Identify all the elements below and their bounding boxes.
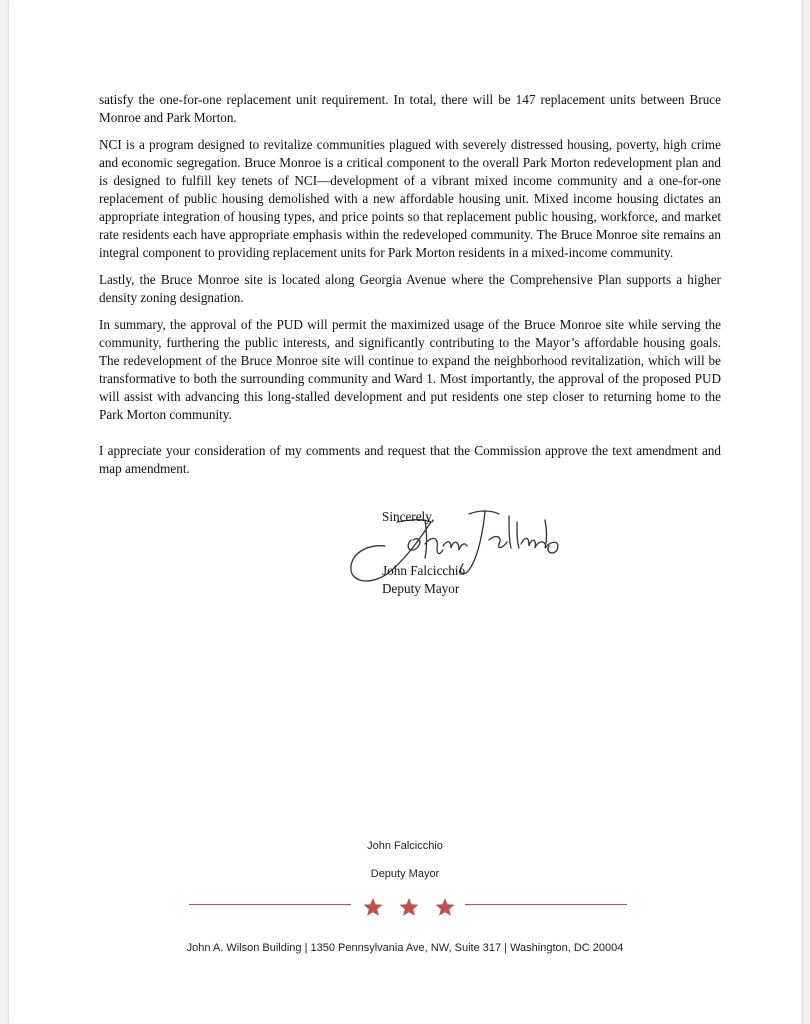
footer-rule-left xyxy=(189,904,351,905)
footer-name: John Falcicchio xyxy=(367,840,443,852)
closing-salutation: Sincerely, xyxy=(382,509,435,524)
paragraph-1: satisfy the one-for-one replacement unit requirement. In total, there will be 147 replacement units between Bruce Monroe and Park Morton. xyxy=(99,92,721,125)
paragraph-3: Lastly, the Bruce Monroe site is located along Georgia Avenue where the Comprehensive Plan supports a higher density zoning designation. xyxy=(99,272,721,305)
paragraph-4: In summary, the approval of the PUD will permit the maximized usage of the Bruce Monroe site while serving the community, furthering the public interests, and significantly contributing to the Mayor’s affordable housing goals. The redevelopment of the Bruce Monroe site will continue to expand the neighborhood revitalization, which will be transformative to both the surrounding community and Ward 1. Most importantly, the approval of the proposed PUD will assist with advancing this long-stalled development and put residents one step closer to returning home to the Park Morton community. xyxy=(99,317,721,422)
footer-rule-right xyxy=(465,904,627,905)
signer-title: Deputy Mayor xyxy=(382,581,460,596)
footer-title: Deputy Mayor xyxy=(370,868,440,880)
letter-body xyxy=(99,91,721,487)
star-icon xyxy=(436,898,455,916)
star-icon xyxy=(364,898,383,916)
closing-block xyxy=(382,508,465,598)
paragraph-5: I appreciate your consideration of my comments and request that the Commission approve the text amendment and map amendment. xyxy=(99,443,721,476)
footer-stars xyxy=(359,895,459,917)
signer-name: John Falcicchio xyxy=(382,563,466,578)
paragraph-2: NCI is a program designed to revitalize communities plagued with severely distressed housing, poverty, high crime and economic segregation. Bruce Monroe is a critical component to the overall Park Morton redevelopment plan and is designed to fulfill key tenets of NCI—development of a vibrant mixed income community and a one-for-one replacement of public housing demolished with a new affordable housing unit. Mixed income housing dictates an appropriate integration of housing types, and price points so that replacement public housing, workforce, and market rate residents each have appropriate emphasis within the redeveloped community. The Bruce Monroe site remains an integral component to providing replacement units for Park Morton residents in a mixed-income community. xyxy=(99,137,721,260)
star-icon xyxy=(400,898,419,916)
letter-page xyxy=(9,0,801,1024)
footer-address: John A. Wilson Building | 1350 Pennsylvania Ave, NW, Suite 317 | Washington, DC 20004 xyxy=(186,942,624,954)
